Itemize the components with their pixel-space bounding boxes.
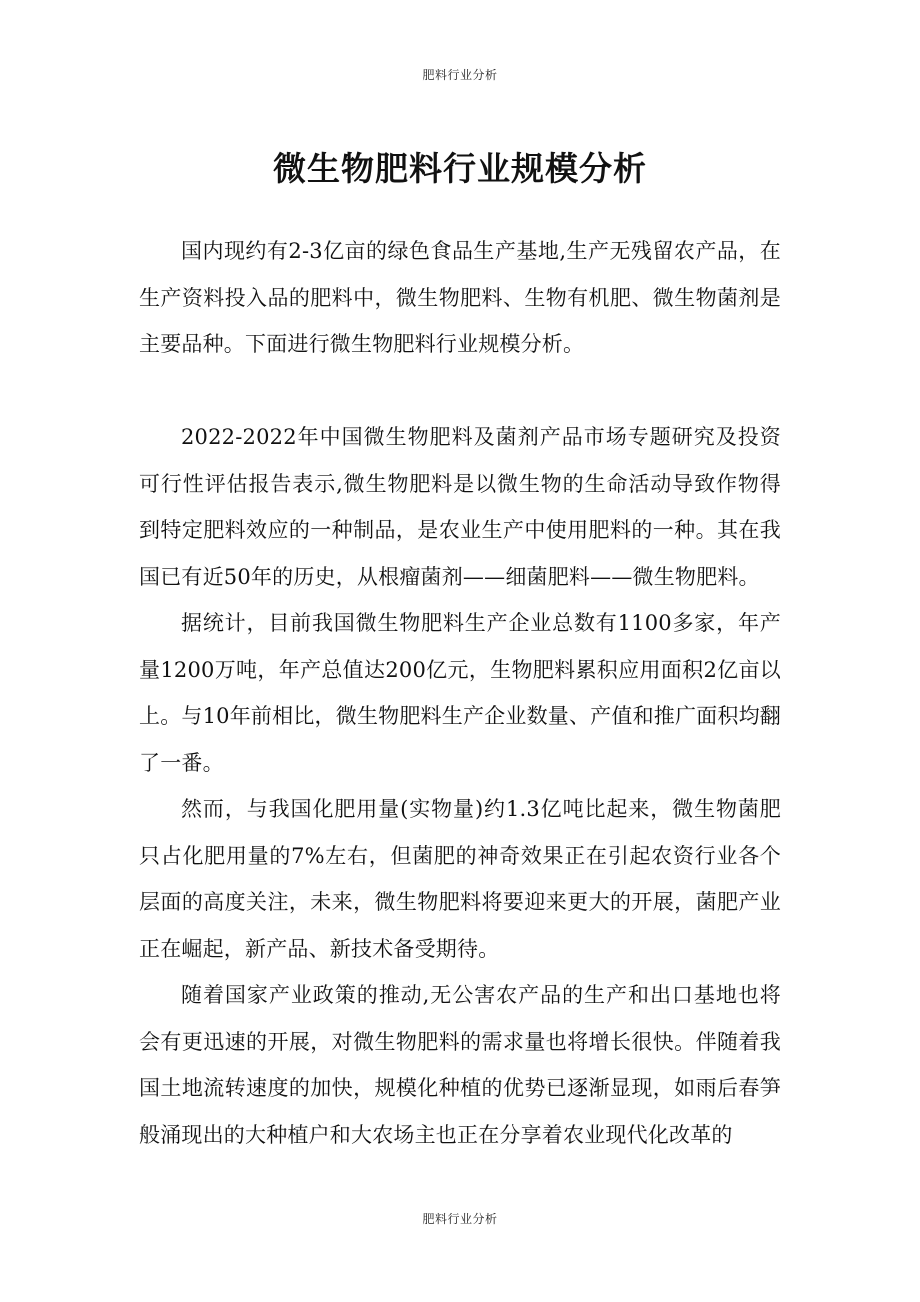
paragraph-intro: 国内现约有2-3亿亩的绿色食品生产基地,生产无残留农产品，在生产资料投入品的肥料中，微生物肥料、生物有机肥、微生物菌剂是主要品种。下面进行微生物肥料行业规模分析。 [139, 239, 781, 356]
paragraph-spacer [139, 368, 781, 415]
paragraph-report: 2022-2022年中国微生物肥料及菌剂产品市场专题研究及投资可行性评估报告表示,微生物肥料是以微生物的生命活动导致作物得到特定肥料效应的一种制品，是农业生产中使用肥料的一种。其在我国已有近50年的历史，从根瘤菌剂——细菌肥料——微生物肥料。 [139, 425, 781, 589]
document-title: 微生物肥料行业规模分析 [273, 149, 647, 188]
paragraph-statistics: 据统计，目前我国微生物肥料生产企业总数有1100多家，年产量1200万吨，年产总值达200亿元，生物肥料累积应用面积2亿亩以上。与10年前相比，微生物肥料生产企业数量、产值和推广面积均翻了一番。 [139, 611, 781, 775]
paragraph-outlook: 随着国家产业政策的推动,无公害农产品的生产和出口基地也将会有更迅速的开展，对微生物肥料的需求量也将增长很快。伴随着我国土地流转速度的加快，规模化种植的优势已逐渐显现，如雨后春笋般涌现出的大种植户和大农场主也正在分享着农业现代化改革的 [139, 983, 781, 1147]
paragraph-comparison: 然而，与我国化肥用量(实物量)约1.3亿吨比起来，微生物菌肥只占化肥用量的7%左右，但菌肥的神奇效果正在引起农资行业各个层面的高度关注，未来，微生物肥料将要迎来更大的开展，菌肥产业正在崛起，新产品、新技术备受期待。 [139, 797, 781, 961]
document-body [139, 228, 781, 1158]
page-header: 肥料行业分析 [422, 68, 498, 82]
page-footer: 肥料行业分析 [422, 1212, 498, 1226]
